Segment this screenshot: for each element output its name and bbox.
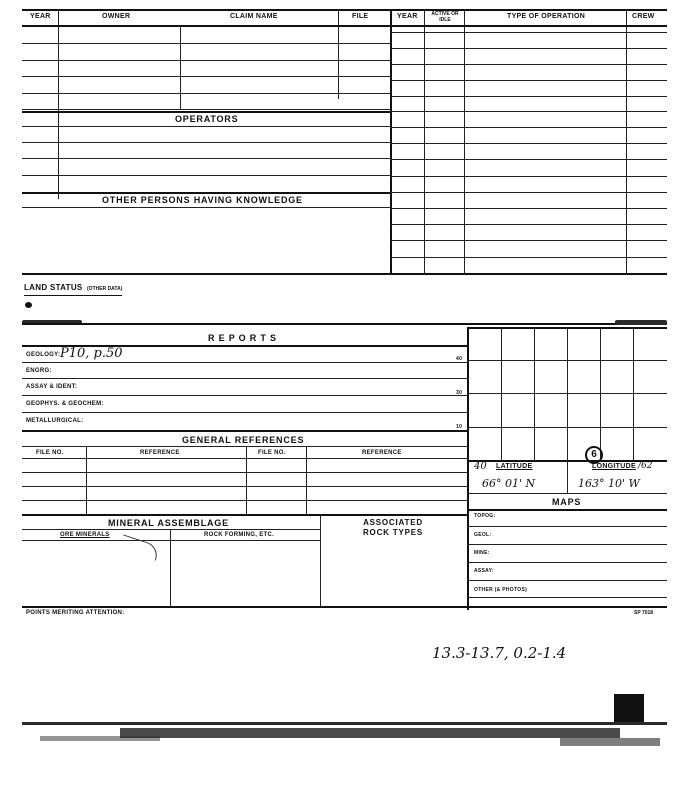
header-type-of-operation: TYPE OF OPERATION xyxy=(507,13,586,20)
land-status-sub: (OTHER DATA) xyxy=(87,286,123,292)
land-status-heading xyxy=(24,277,122,296)
ore-minerals-label: ORE MINERALS xyxy=(60,532,110,538)
mineral-assemblage-title: MINERAL ASSEMBLAGE xyxy=(108,518,229,528)
header-owner: OWNER xyxy=(102,13,131,20)
num-10: 10 xyxy=(456,424,463,430)
maps-mine: MINE: xyxy=(474,550,490,556)
header-crew: CREW xyxy=(632,13,655,20)
geology-handwritten: P10, p.50 xyxy=(60,346,123,361)
latitude-label: LATITUDE xyxy=(496,463,533,470)
assay-label: ASSAY & IDENT: xyxy=(26,384,78,390)
smudge-bar-right xyxy=(615,320,667,325)
smudge-band-bottom-3 xyxy=(40,736,160,741)
maps-geol: GEOL: xyxy=(474,532,492,538)
operators-title: OPERATORS xyxy=(175,114,239,124)
header-active-idle: ACTIVE OR IDLE xyxy=(431,11,459,23)
black-square xyxy=(614,694,644,722)
ink-blot xyxy=(25,302,32,308)
circled-number xyxy=(585,446,603,464)
longitude-label: LONGITUDE xyxy=(592,463,636,470)
lon-suffix: /62 xyxy=(638,461,653,471)
lat-prefix: 40 xyxy=(474,461,487,472)
smudge-band-bottom-2 xyxy=(120,728,620,738)
header-claim-name: CLAIM NAME xyxy=(230,13,278,20)
longitude-value: 163° 10' W xyxy=(578,477,640,490)
reports-title: R E P O R T S xyxy=(208,333,277,343)
points-meriting-label: POINTS MERITING ATTENTION: xyxy=(26,610,125,616)
engrg-label: ENGRG: xyxy=(26,368,52,374)
maps-title: MAPS xyxy=(552,497,582,507)
header-year-2: YEAR xyxy=(397,13,418,20)
land-status-label: LAND STATUS xyxy=(24,283,83,292)
maps-topog: TOPOG: xyxy=(474,513,496,519)
num-30: 30 xyxy=(456,390,463,396)
latitude-value: 66° 01' N xyxy=(482,477,536,490)
form-code: SP 7018 xyxy=(634,610,654,616)
handwritten-note: 13.3-13.7, 0.2-1.4 xyxy=(432,644,567,662)
ref-file-no-1: FILE NO. xyxy=(36,450,64,456)
associated-rock-types-title: ASSOCIATED ROCK TYPES xyxy=(362,518,423,537)
header-file: FILE xyxy=(352,13,369,20)
maps-assay: ASSAY: xyxy=(474,568,494,574)
header-year: YEAR xyxy=(30,13,51,20)
num-40: 40 xyxy=(456,356,463,362)
maps-other: OTHER (& PHOTOS) xyxy=(474,587,528,593)
general-references-title: GENERAL REFERENCES xyxy=(182,435,305,445)
other-persons-title: OTHER PERSONS HAVING KNOWLEDGE xyxy=(102,195,303,205)
circled-number-text: 6 xyxy=(591,449,597,460)
metallurgical-label: METALLURGICAL: xyxy=(26,418,84,424)
geophys-label: GEOPHYS. & GEOCHEM: xyxy=(26,401,104,407)
rock-forming-label: ROCK FORMING, ETC. xyxy=(204,532,275,538)
ref-reference-1: REFERENCE xyxy=(140,450,180,456)
ref-file-no-2: FILE NO. xyxy=(258,450,286,456)
smudge-band-bottom-4 xyxy=(560,738,660,746)
ore-minerals-pen-mark xyxy=(119,534,161,560)
smudge-band-bottom xyxy=(22,722,667,725)
ref-reference-2: REFERENCE xyxy=(362,450,402,456)
geology-label: GEOLOGY: xyxy=(26,352,61,358)
